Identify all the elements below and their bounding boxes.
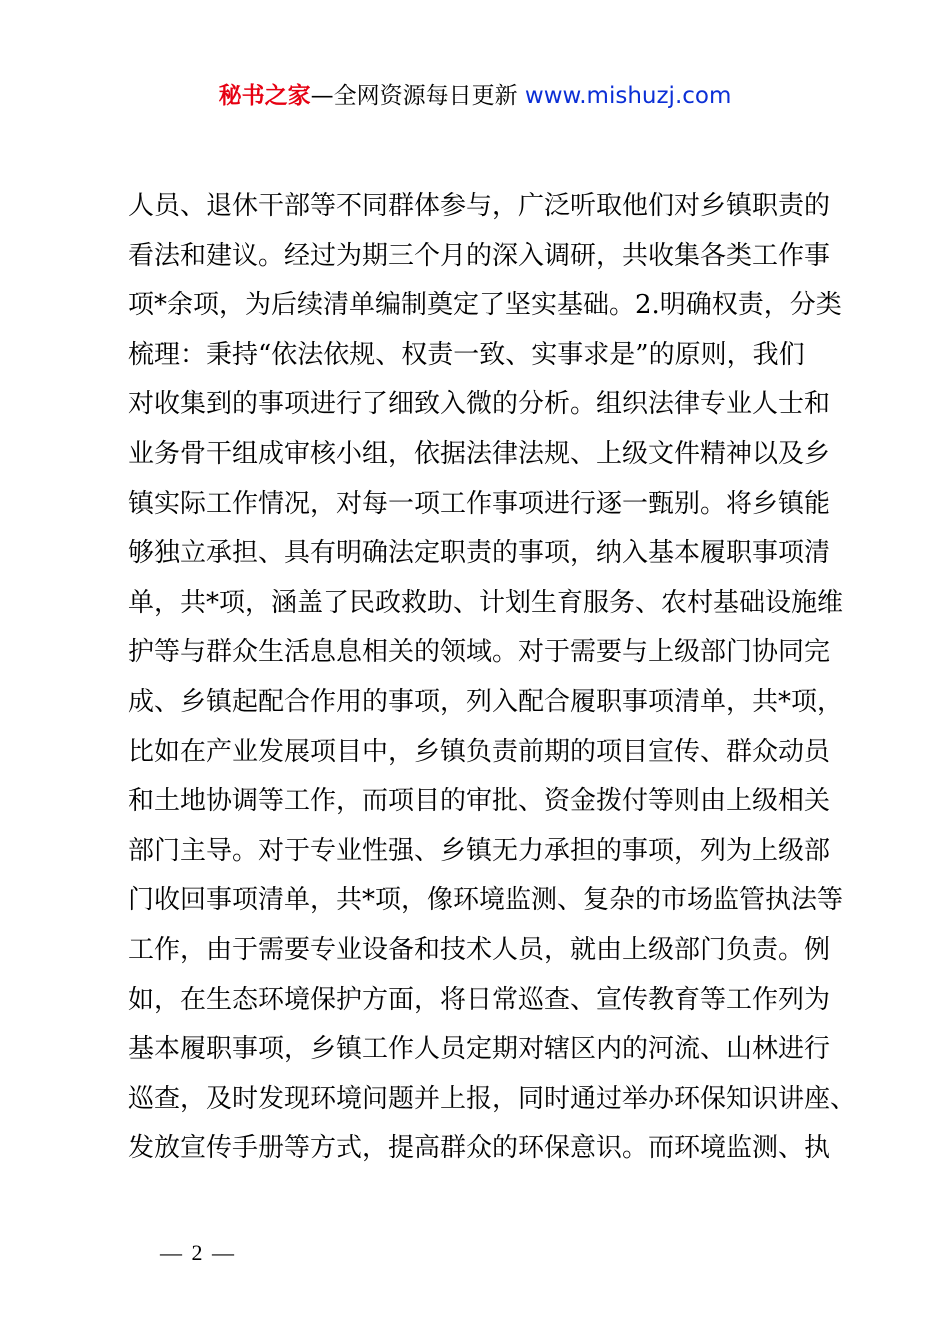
text-line: 看法和建议。经过为期三个月的深入调研，共收集各类工作事 — [128, 240, 831, 271]
site-header — [0, 78, 950, 114]
header-tagline: —全网资源每日更新 — [310, 83, 525, 109]
text-line: 基本履职事项，乡镇工作人员定期对辖区内的河流、山林进行 — [128, 1034, 831, 1065]
text-line: 如，在生态环境保护方面，将日常巡查、宣传教育等工作列为 — [128, 984, 831, 1015]
text-line: 部门主导。对于专业性强、乡镇无力承担的事项，列为上级部 — [128, 835, 831, 866]
text-line: 护等与群众生活息息相关的领域。对于需要与上级部门协同完 — [128, 637, 831, 668]
text-line: 业务骨干组成审核小组，依据法律法规、上级文件精神以及乡 — [128, 438, 831, 469]
text-line: 工作，由于需要专业设备和技术人员，就由上级部门负责。例 — [128, 934, 831, 965]
text-line: 梳理：秉持“依法依规、权责一致、实事求是”的原则，我们 — [128, 339, 805, 370]
text-line: 巡查，及时发现环境问题并上报，同时通过举办环保知识讲座、 — [128, 1083, 857, 1114]
text-line: 单，共*项，涵盖了民政救助、计划生育服务、农村基础设施维 — [128, 587, 844, 618]
text-line: 发放宣传手册等方式，提高群众的环保意识。而环境监测、执 — [128, 1133, 831, 1164]
text-line: 项*余项，为后续清单编制奠定了坚实基础。2.明确权责，分类 — [128, 290, 842, 321]
text-line: 成、乡镇起配合作用的事项，列入配合履职事项清单，共*项， — [128, 686, 844, 717]
text-line: 够独立承担、具有明确法定职责的事项，纳入基本履职事项清 — [128, 538, 831, 569]
text-line: 人员、退休干部等不同群体参与，广泛听取他们对乡镇职责的 — [128, 191, 831, 221]
text-line: 和土地协调等工作，而项目的审批、资金拨付等则由上级相关 — [128, 786, 831, 817]
brand-name: 秘书之家 — [218, 83, 311, 109]
site-url-link[interactable]: www.mishuzj.com — [524, 83, 732, 109]
text-line: 对收集到的事项进行了细致入微的分析。组织法律专业人士和 — [128, 389, 831, 420]
page-number: — 2 — — [160, 1240, 236, 1265]
text-line: 镇实际工作情况，对每一项工作事项进行逐一甄别。将乡镇能 — [128, 488, 831, 519]
text-line: 比如在产业发展项目中，乡镇负责前期的项目宣传、群众动员 — [128, 736, 831, 767]
text-line: 门收回事项清单，共*项，像环境监测、复杂的市场监管执法等 — [128, 885, 844, 916]
body-paragraph — [128, 182, 857, 1174]
